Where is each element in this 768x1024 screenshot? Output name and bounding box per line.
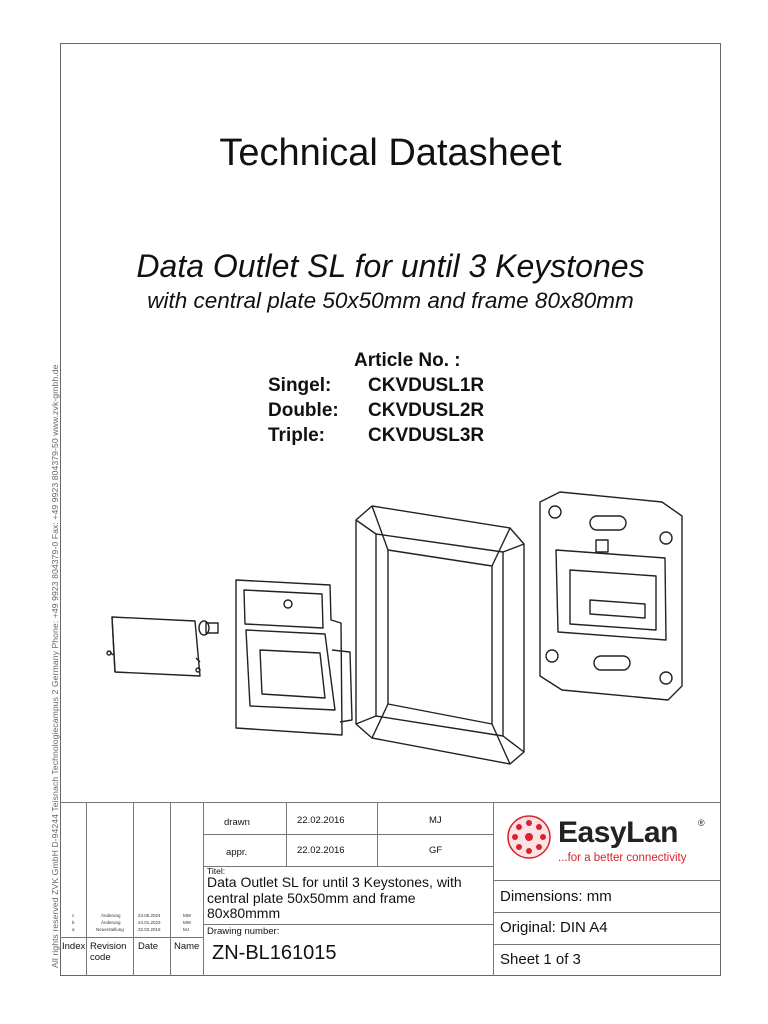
article-label: Triple:: [268, 425, 326, 446]
revision-header: Revision code: [90, 941, 127, 963]
revision-name: MJ: [183, 927, 189, 932]
revision-name: MW: [183, 920, 191, 925]
article-numbers: [268, 348, 484, 448]
product-subtitle: with central plate 50x50mm and frame 80x80mm: [147, 288, 634, 313]
revision-date: 24.01.2023: [138, 920, 161, 925]
approved-by: GF: [429, 845, 443, 856]
approved-date: 22.02.2016: [297, 845, 345, 856]
name-header: Name: [174, 941, 200, 952]
revision-text: Änderung: [101, 913, 121, 918]
divider: [286, 802, 287, 866]
base-plate-part: [540, 492, 682, 700]
article-code: CKVDUSL2R: [368, 400, 485, 421]
divider: [203, 834, 493, 835]
revision-index: b: [72, 920, 75, 925]
divider: [170, 802, 171, 976]
product-exploded-drawing: [100, 480, 700, 780]
article-code: CKVDUSL3R: [368, 425, 485, 446]
approved-label: appr.: [226, 847, 248, 858]
revision-index: a: [72, 927, 75, 932]
drawing-number-label: Drawing number:: [207, 926, 280, 937]
divider: [86, 802, 87, 976]
divider: [493, 802, 494, 976]
product-title: Data Outlet SL for until 3 Keystones: [136, 248, 645, 284]
screw-part: [199, 621, 218, 635]
divider: [133, 802, 134, 976]
titel-label: Titel:: [207, 866, 226, 876]
titel-text: Data Outlet SL for until 3 Keystones, with central plate 50x50mm and frame 80x80mmm: [207, 874, 462, 921]
divider: [493, 912, 721, 913]
revision-date: 23.05.2024: [138, 913, 161, 918]
revision-text: Änderung: [101, 920, 121, 925]
article-row: [268, 398, 484, 423]
cover-plate-part: [107, 617, 200, 676]
title-block-top-line: [60, 802, 721, 803]
divider: [377, 802, 378, 866]
page-title: Technical Datasheet: [219, 132, 562, 174]
logo-wordmark: EasyLan: [558, 816, 678, 849]
article-label: Double:: [268, 400, 339, 421]
divider: [493, 944, 721, 945]
logo-emblem-icon: [506, 814, 552, 860]
company-info: All rights reserved ZVK GmbH D-94244 Teisnach Technologiecampus 2 Germany Phone: +49 9923 804379-0 Fax: +49 9923 804379-50 www.zvk-gmbh.de: [50, 364, 60, 968]
revision-name: MW: [183, 913, 191, 918]
article-label: Singel:: [268, 375, 332, 396]
article-heading: Article No. :: [354, 350, 461, 371]
divider: [60, 937, 203, 938]
original-format: Original: DIN A4: [500, 919, 608, 936]
divider: [203, 866, 493, 867]
dimensions: Dimensions: mm: [500, 888, 612, 905]
revision-index: c: [72, 913, 75, 918]
divider: [203, 924, 493, 925]
carrier-part: [236, 580, 352, 735]
logo-tagline: ...for a better connectivity: [558, 852, 687, 864]
revision-date: 22.02.2016: [138, 927, 161, 932]
revision-text: Neuerstellung: [96, 927, 124, 932]
drawing-number: ZN-BL161015: [212, 942, 337, 964]
article-code: CKVDUSL1R: [368, 375, 485, 396]
drawn-by: MJ: [429, 815, 442, 826]
registered-mark: ®: [698, 818, 705, 828]
index-header: Index: [62, 941, 86, 952]
divider: [493, 880, 721, 881]
drawn-label: drawn: [224, 817, 250, 828]
sheet-number: Sheet 1 of 3: [500, 951, 581, 968]
date-header: Date: [138, 941, 159, 952]
frame-part: [356, 506, 524, 764]
drawn-date: 22.02.2016: [297, 815, 345, 826]
article-row: [268, 373, 484, 398]
article-row: [268, 423, 484, 448]
divider: [203, 802, 204, 976]
